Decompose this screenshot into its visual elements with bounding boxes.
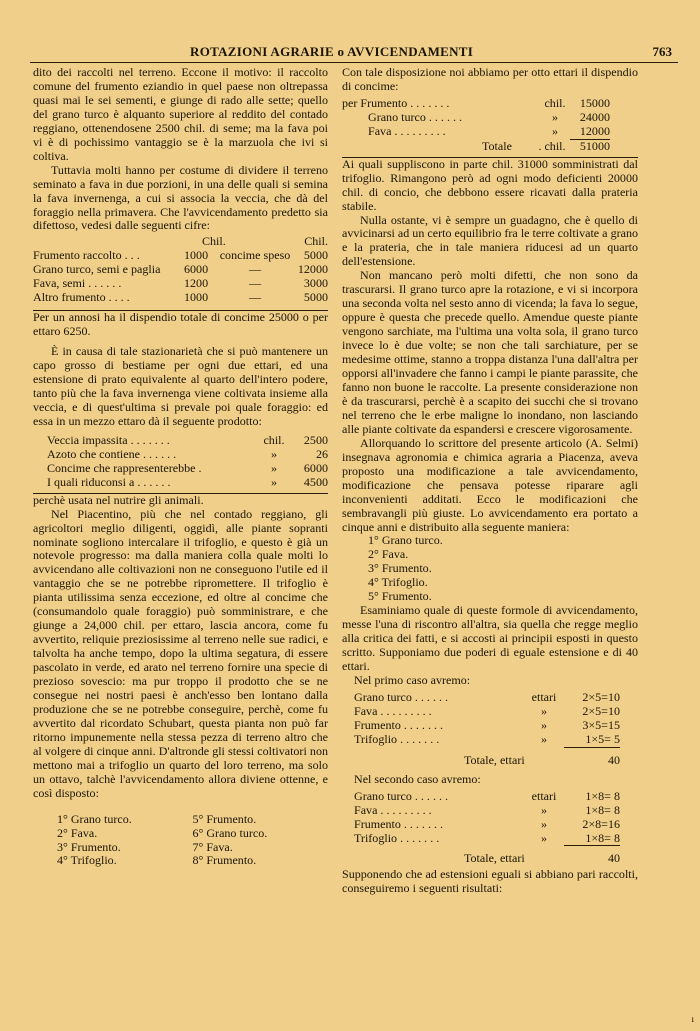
list-item: 3° Frumento. 7° Fava. xyxy=(57,839,233,854)
table-row: Frumento . . . . . . . » 2×8=16 xyxy=(354,816,620,831)
table-row: Frumento . . . . . . . » 3×5=15 xyxy=(354,717,620,732)
table-row: Azoto che contiene . . . . . . » 26 xyxy=(47,446,328,461)
header-rule xyxy=(30,62,678,63)
table-row: Veccia impassita . . . . . . . chil. 2500 xyxy=(47,432,328,447)
paragraph: Supponendo che ad estensioni eguali si abbiano pari raccolti, conseguiremo i seguenti risultati: xyxy=(342,867,638,896)
left-column xyxy=(33,66,328,868)
right-column xyxy=(342,66,638,896)
paragraph: Nulla ostante, vi è sempre un guadagno, che è quello di avvicinarsi ad un certo equilibrio fra le terre coltivate a grano e la prateria, che in tale maniera riducesi ad un quarto dell'estensione. xyxy=(342,212,638,269)
table-row: Fava . . . . . . . . . » 2×5=10 xyxy=(354,703,620,718)
table-row: per Frumento . . . . . . . chil. 15000 xyxy=(342,95,610,110)
list-item: 1° Grano turco. 5° Frumento. xyxy=(57,811,257,826)
table-row: Altro frumento . . . . 1000 — 5000 xyxy=(33,290,328,305)
paragraph: È in causa di tale stazionarietà che si può mantenere un capo grosso di bestiame per ogni due ettari, ed una estensione di prato equivalente al quarto dell'intero podere, tanto più che la fava invernenga viene coltivata insieme alla veccia, e di quest'ultima si prevale poi quale foraggio: ed essa in un mezzo ettaro dà il seguente prodotto: xyxy=(33,344,328,428)
table-concime xyxy=(33,235,328,305)
table-row: Grano turco . . . . . . » 24000 xyxy=(368,109,610,124)
page-header xyxy=(30,40,678,60)
paragraph: Con tale disposizione noi abbiamo per otto ettari il dispendio di concime: xyxy=(342,65,638,93)
table-total: Totale . chil. 51000 xyxy=(482,138,610,153)
list-item: 4° Trifoglio. 8° Frumento. xyxy=(57,853,257,868)
table-row: Grano turco, semi e paglia 6000 — 12000 xyxy=(33,262,328,277)
col-header: Chil. xyxy=(202,234,226,249)
table-dispendio xyxy=(342,97,610,154)
running-title: ROTAZIONI AGRARIE o AVVICENDAMENTI xyxy=(190,44,474,59)
table-row: Fava, semi . . . . . . 1200 — 3000 xyxy=(33,276,328,291)
list-item: 2° Fava. xyxy=(368,547,409,562)
table-case2 xyxy=(354,790,620,867)
paragraph: dito dei raccolti nel terreno. Eccone il motivo: il raccolto comune del frumento eziandio in quel paese non oltrepassa quasi mai le sei sementi, e giunge di rado alle sette; quello del grano turco è alquanto superiore al reddito del contado reggiano, ottenendosene 2500 chil. di seme; ma la fava poi vi è di pochissimo vantaggio se è la marzuola che ivi si coltiva. xyxy=(33,65,328,163)
table-row: Grano turco . . . . . . ettari 1×8= 8 xyxy=(354,788,620,803)
page-number: 763 xyxy=(652,44,672,59)
paragraph: Tuttavia molti hanno per costume di dividere il terreno seminato a fava in due porzioni, in una delle quali si semina la fava invernenga, a cui si associa la veccia, che dà del foraggio nella primavera. Che l'avvicendamento predetto sia difettoso, vedesi dalle seguenti cifre: xyxy=(33,162,328,233)
table-row: Trifoglio . . . . . . . » 1×5= 5 xyxy=(354,731,620,746)
paragraph: Nel Piacentino, più che nel contado reggiano, gli agricoltori meglio diligenti, oggidì, alle piante sopranti nominate sogliono intercalare il trifoglio, e questo è già un notevole progresso: ma dalla maniera colla quale molti lo avvicendano alle coltivazioni non ne conseguono l'utile ed il vantaggio che se ne potrebbe ripromettere. Il trifoglio è pianta utilissima senza eccezione, ed oltre al concime che (consumandolo quale foraggio) può somministrare, e che giunge a 24,000 chil. per ettaro, lascia ancora, come fu avvertito, reliquie preziosissime al terreno nelle sue radici, e talvolta ha anche tempo, dopo la ultima segatura, di essere pascolato in verde, ed arato nel terreno fornire una specie di prezioso sovescio: ma pur troppo il prodotto che se ne consegue nei nostri paesi è anch'esso ben lontano dalla produzione che se ne potrebbe conseguire, perchè, come fu avvertito dal ricordato Schubart, questa pianta non può far ritorno impunemente nella stessa pezza di terreno altro che al volgere di cinque anni. D'altronde gli stessi coltivatori non mettono mai a trifoglio un quarto del loro terreno, ma solo un ottavo, talchè l'avvicendamento allora diviene ottenne, e così disposto: xyxy=(33,506,328,800)
table-header xyxy=(33,235,328,249)
paragraph: Ai quali suppliscono in parte chil. 31000 somministrati dal trifoglio. Rimangono però ad ogni modo deficienti 20000 chil. di concio, che debbono essere ricavati dalla prateria stabile. xyxy=(342,156,638,213)
table-total: Totale, ettari 40 xyxy=(464,851,620,866)
table-total: Totale, ettari 40 xyxy=(464,752,620,767)
list-item: 2° Fava. 6° Grano turco. xyxy=(57,825,268,840)
paragraph: Non mancano però molti difetti, che non sono da trascurarsi. Il grano turco apre la rotazione, e vi si incorpora una seconda volta nel sesto anno di vicenda; la fava lo segue, oppure è questa che precede quello. Amendue queste piante vengono sarchiate, ma l'ultima una volta sola, il grano turco invece lo è due volte; se non che tali sarchiature, per se medesime ottime, stanno a troppa distanza l'una dall'altra per opporsi all'invadere che fanno i campi le piante parassite, che fanno non buone le raccolte. La presente considerazione non è da trascurarsi, perchè è a scapito dei succhi che si trovano nel terreno che le erbe maligne lo inondano, non lasciando alle piante coltivate da espandersi e crescere vigorosamente. xyxy=(342,268,638,436)
table-row: Grano turco . . . . . . ettari 2×5=10 xyxy=(354,689,620,704)
table-row: Concime che rappresenterebbe . » 6000 xyxy=(47,460,328,475)
list-item: 5° Frumento. xyxy=(368,589,432,604)
case2-title: Nel secondo caso avremo: xyxy=(354,771,481,786)
list-item: 1° Grano turco. xyxy=(368,533,443,548)
table-row: I quali riduconsi a . . . . . . » 4500 xyxy=(47,474,328,489)
case1-title: Nel primo caso avremo: xyxy=(354,672,471,687)
table-row: Trifoglio . . . . . . . » 1×8= 8 xyxy=(354,830,620,845)
table-case1 xyxy=(354,691,620,768)
paragraph: Per un annosi ha il dispendio totale di concime 25000 o per ettaro 6250. xyxy=(33,310,328,339)
table-row: Frumento raccolto . . . 1000 concime speso 5000 xyxy=(33,248,328,263)
rotation-eight-years xyxy=(57,813,328,869)
table-veccia xyxy=(47,434,328,490)
table-row: Fava . . . . . . . . . » 12000 xyxy=(368,123,610,138)
paragraph: Esaminiamo quale di queste formole di avvicendamento, messe l'una di riscontro all'altra, sia quella che regge meglio alla critica dei fatti, e si accosti ai principii esposti in questo scritto. Supponiamo due poderi di eguale estensione e di 40 ettari. xyxy=(342,603,638,674)
paragraph: Allorquando lo scrittore del presente articolo (A. Selmi) insegnava agronomia e chimica agraria a Piacenza, aveva proposto una modificazione a tale avvicendamento, modificazione che pensava potesse riparare agli inconvenienti additati. Ecco le modificazioni che sembravangli più giuste. Lo avvicendamento era portato a cinque anni e distribuito alla seguente maniera: xyxy=(342,435,638,534)
paragraph: perchè usata nel nutrire gli animali. xyxy=(33,493,328,508)
list-item: 3° Frumento. xyxy=(368,561,432,576)
list-item: 4° Trifoglio. xyxy=(368,575,428,590)
col-header: Chil. xyxy=(304,234,328,249)
corner-mark: ı xyxy=(691,1014,694,1024)
table-row: Fava . . . . . . . . . » 1×8= 8 xyxy=(354,802,620,817)
rotation-five-years xyxy=(342,534,638,604)
